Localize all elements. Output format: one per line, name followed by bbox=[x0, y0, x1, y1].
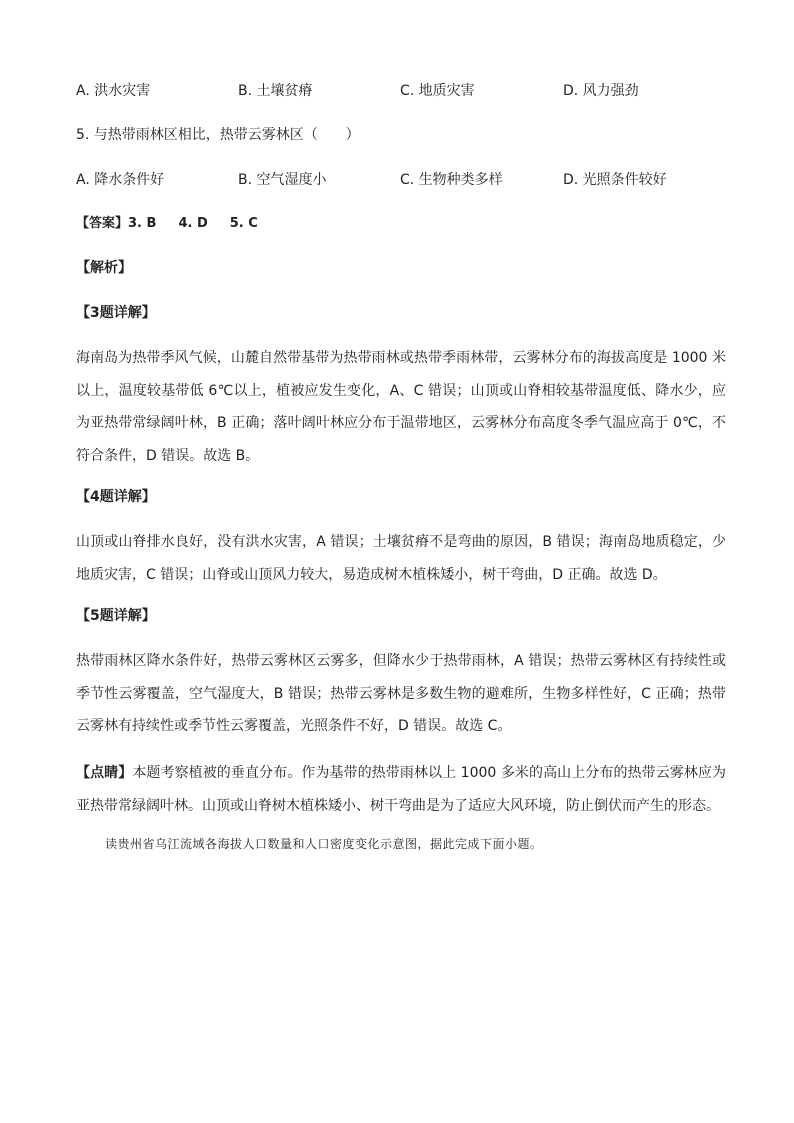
answer-4: 4. D bbox=[178, 216, 208, 231]
q5-heading: 【5题详解】 bbox=[76, 608, 156, 624]
answer-3: 3. B bbox=[128, 216, 157, 231]
q5-options bbox=[76, 169, 736, 191]
q4-option-c: C. 地质灾害 bbox=[400, 83, 475, 99]
q3-explanation: 海南岛为热带季风气候，山麓自然带基带为热带雨林或热带季雨林带，云雾林分布的海拔高度是 1000 米以上，温度较基带低 6℃以上，植被应发生变化，A、C 错误；山顶或山脊相较基带温度低、降水少，应为亚热带常绿阔叶林，B 正确；落叶阔叶林应分布于温带地区，云雾林分布高度冬季气温应高于 0℃，不符合条件，D 错误。故选 B。 bbox=[76, 350, 726, 464]
q4-explanation: 山顶或山脊排水良好，没有洪水灾害，A 错误；土壤贫瘠不是弯曲的原因，B 错误；海南岛地质稳定，少地质灾害，C 错误；山脊或山顶风力较大，易造成树木植株矮小，树干弯曲，D 正确。故选 D。 bbox=[76, 534, 726, 583]
comment-label: 【点睛】 bbox=[76, 765, 133, 781]
answer-5: 5. C bbox=[229, 216, 258, 231]
answer-line bbox=[76, 213, 280, 235]
q5-explanation: 热带雨林区降水条件好，热带云雾林区云雾多，但降水少于热带雨林，A 错误；热带云雾林区有持续性或季节性云雾覆盖，空气湿度大，B 错误；热带云雾林是多数生物的避难所，生物多样性好，C 正确；热带云雾林有持续性或季节性云雾覆盖，光照条件不好，D 错误。故选 C。 bbox=[76, 653, 726, 734]
q4-option-b: B. 土壤贫瘠 bbox=[238, 83, 313, 99]
analysis-label: 【解析】 bbox=[76, 260, 132, 276]
next-question-intro: 读贵州省乌江流域各海拔人口数量和人口密度变化示意图，据此完成下面小题。 bbox=[105, 837, 543, 851]
q4-option-a: A. 洪水灾害 bbox=[76, 83, 151, 99]
q4-options bbox=[76, 80, 736, 102]
q5-option-d: D. 光照条件较好 bbox=[563, 172, 667, 188]
q5-stem: 5. 与热带雨林区相比，热带云雾林区（ ） bbox=[76, 127, 360, 143]
comment-block bbox=[76, 757, 726, 822]
q4-option-d: D. 风力强劲 bbox=[563, 83, 639, 99]
q5-option-c: C. 生物种类多样 bbox=[400, 172, 503, 188]
q3-heading: 【3题详解】 bbox=[76, 305, 156, 321]
answer-label: 【答案】 bbox=[76, 216, 129, 231]
q5-option-b: B. 空气湿度小 bbox=[238, 172, 327, 188]
comment-text: 本题考察植被的垂直分布。作为基带的热带雨林以上 1000 多米的高山上分布的热带云雾林应为亚热带常绿阔叶林。山顶或山脊树木植株矮小、树干弯曲是为了适应大风环境，防止倒伏而产生的形态。 bbox=[76, 765, 727, 814]
q5-option-a: A. 降水条件好 bbox=[76, 172, 165, 188]
q4-heading: 【4题详解】 bbox=[76, 489, 156, 505]
